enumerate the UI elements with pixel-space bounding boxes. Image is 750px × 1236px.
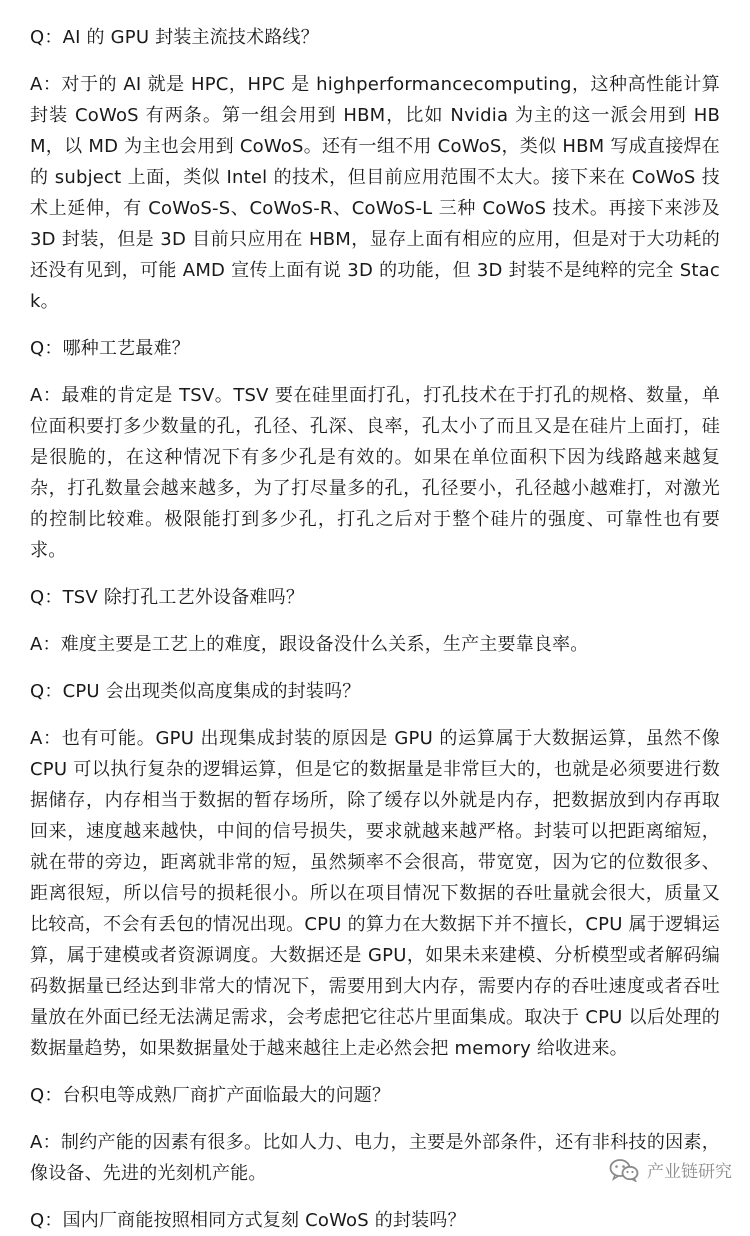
watermark-label: 产业链研究 bbox=[647, 1162, 732, 1182]
wechat-icon bbox=[609, 1158, 639, 1182]
question-1: Q：AI 的 GPU 封装主流技术路线？ bbox=[30, 27, 319, 48]
question-3: Q：TSV 除打孔工艺外设备难吗？ bbox=[30, 587, 305, 608]
answer-4: A：也有可能。GPU 出现集成封装的原因是 GPU 的运算属于大数据运算，虽然不像 CPU 可以执行复杂的逻辑运算，但是它的数据量是非常巨大的，也就是必须要进行数据储存，内存相当于数据的暂存场所，除了缓存以外就是内存，把数据放到内存再取回来，速度越来越快，中间的信号损失，要求就越来越严格。封装可以把距离缩短，就在带的旁边，距离就非常的短，虽然频率不会很高，带宽宽，因为它的位数很多、距离很短，所以信号的损耗很小。所以在项目情况下数据的吞吐量就会很大，质量又比较高，不会有丢包的情况出现。CPU 的算力在大数据下并不擅长，CPU 属于逻辑运算，属于建模或者资源调度。大数据还是 GPU，如果未来建模、分析模型或者解码编码数据量已经达到非常大的情况下，需要用到大内存，需要内存的吞吐速度或者吞吐量放在外面已经无法满足需求，会考虑把它往芯片里面集成。取决于 CPU 以后处理的数据量趋势，如果数据量处于越来越往上走必然会把 memory 给收进来。 bbox=[30, 728, 720, 1059]
answer-2: A：最难的肯定是 TSV。TSV 要在硅里面打孔，打孔技术在于打孔的规格、数量，单位面积要打多少数量的孔，孔径、孔深、良率，孔太小了而且又是在硅片上面打，硅是很脆的，在这种情况下有多少孔是有效的。如果在单位面积下因为线路越来越复杂，打孔数量会越来越多，为了打尽量多的孔，孔径要小，孔径越小越难打，对激光的控制比较难。极限能打到多少孔，打孔之后对于整个硅片的强度、可靠性也有要求。 bbox=[30, 385, 720, 561]
question-4: Q：CPU 会出现类似高度集成的封装吗？ bbox=[30, 681, 361, 702]
answer-3: A：难度主要是工艺上的难度，跟设备没什么关系，生产主要靠良率。 bbox=[30, 634, 589, 655]
answer-1: A：对于的 AI 就是 HPC，HPC 是 highperformancecomputing，这种高性能计算封装 CoWoS 有两条。第一组会用到 HBM，比如 Nvidia 为主的这一派会用到 HBM，以 MD 为主也会用到 CoWoS。还有一组不用 CoWoS，类似 HBM 写成直接焊在的 subject 上面，类似 Intel 的技术，但目前应用范围不太大。接下来在 CoWoS 技术上延伸，有 CoWoS-S、CoWoS-R、CoWoS-L 三种 CoWoS 技术。再接下来涉及 3D 封装，但是 3D 目前只应用在 HBM，显存上面有相应的应用，但是对于大功耗的还没有见到，可能 AMD 宣传上面有说 3D 的功能，但 3D 封装不是纯粹的完全 Stack。 bbox=[30, 74, 720, 312]
question-2: Q：哪种工艺最难？ bbox=[30, 338, 190, 359]
question-5: Q：台积电等成熟厂商扩产面临最大的问题？ bbox=[30, 1085, 391, 1106]
source-watermark bbox=[609, 1157, 732, 1182]
answer-5: A：制约产能的因素有很多。比如人力、电力，主要是外部条件，还有非科技的因素，像设备、先进的光刻机产能。 bbox=[30, 1132, 720, 1184]
question-6: Q：国内厂商能按照相同方式复刻 CoWoS 的封装吗？ bbox=[30, 1210, 466, 1231]
